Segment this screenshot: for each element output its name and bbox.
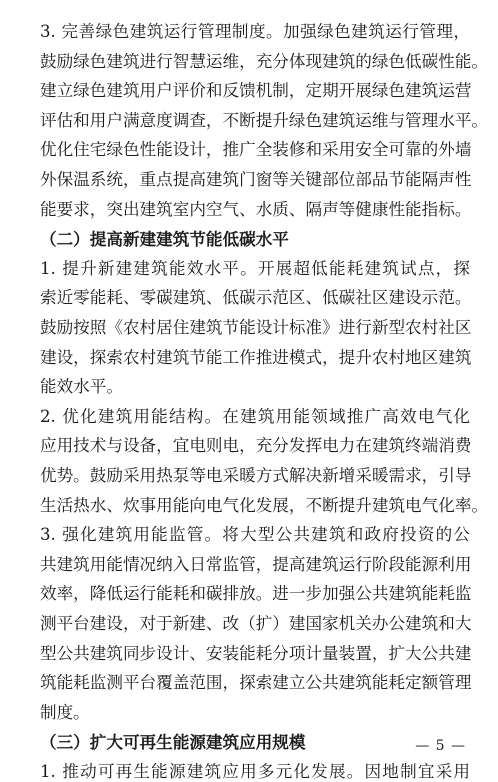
text-line: 3. 完善绿色建筑运行管理制度。加强绿色建筑运行管理，	[40, 22, 470, 41]
text-line: 建立绿色建筑用户评价和反馈机制，定期开展绿色建筑运营	[40, 81, 472, 101]
page-number: — 5 —	[415, 738, 466, 754]
section-heading: （二）提高新建建筑节能低碳水平	[40, 229, 289, 250]
text-line: 2. 优化建筑用能结构。在建筑用能领域推广高效电气化	[40, 406, 470, 426]
text-line: 型公共建筑同步设计、安装能耗分项计量装置，扩大公共建	[40, 643, 472, 663]
text-line: 评估和用户满意度调查，不断提升绿色建筑运维与管理水平。	[40, 110, 489, 130]
text-line: 能效水平。	[40, 377, 123, 397]
text-line: 外保温系统，重点提高建筑门窗等关键部位部品节能隔声性	[40, 170, 472, 189]
text-line: 测平台建设，对于新建、改（扩）建国家机关办公建筑和大	[40, 614, 472, 633]
text-line: 能要求，突出建筑室内空气、水质、隔声等健康性能指标。	[40, 199, 472, 219]
text-line: 制度。	[40, 702, 90, 722]
text-line: 效率，降低运行能耗和碳排放。进一步加强公共建筑能耗监	[40, 584, 472, 604]
text-line: 共建筑用能情况纳入日常监管，提高建筑运行阶段能源利用	[40, 554, 472, 574]
text-line: 鼓励绿色建筑进行智慧运维，充分体现建筑的绿色低碳性能。	[40, 51, 489, 71]
text-line: 优化住宅绿色性能设计，推广全装修和采用安全可靠的外墙	[40, 140, 472, 160]
text-line: 3. 强化建筑用能监管。将大型公共建筑和政府投资的公	[40, 525, 470, 545]
text-line: 1. 提升新建建筑能效水平。开展超低能耗建筑试点，探	[40, 258, 470, 278]
text-line: 鼓励按照《农村居住建筑节能设计标准》进行新型农村社区	[40, 318, 472, 337]
text-line: 建设，探索农村建筑节能工作推进模式，提升农村地区建筑	[40, 347, 472, 367]
text-line: 优势。鼓励采用热泵等电采暖方式解决新增采暖需求，引导	[40, 466, 472, 485]
text-line: 应用技术与设备，宜电则电，充分发挥电力在建筑终端消费	[40, 436, 472, 456]
text-line: 生活热水、炊事用能向电气化发展，不断提升建筑电气化率。	[40, 495, 489, 515]
text-line: 索近零能耗、零碳建筑、低碳示范区、低碳社区建设示范。	[40, 288, 472, 308]
text-line: 1. 推动可再生能源建筑应用多元化发展。因地制宜采用	[40, 762, 470, 781]
section-heading: （三）扩大可再生能源建筑应用规模	[40, 732, 306, 753]
text-line: 筑能耗监测平台覆盖范围，探索建立公共建筑能耗定额管理	[40, 673, 472, 693]
